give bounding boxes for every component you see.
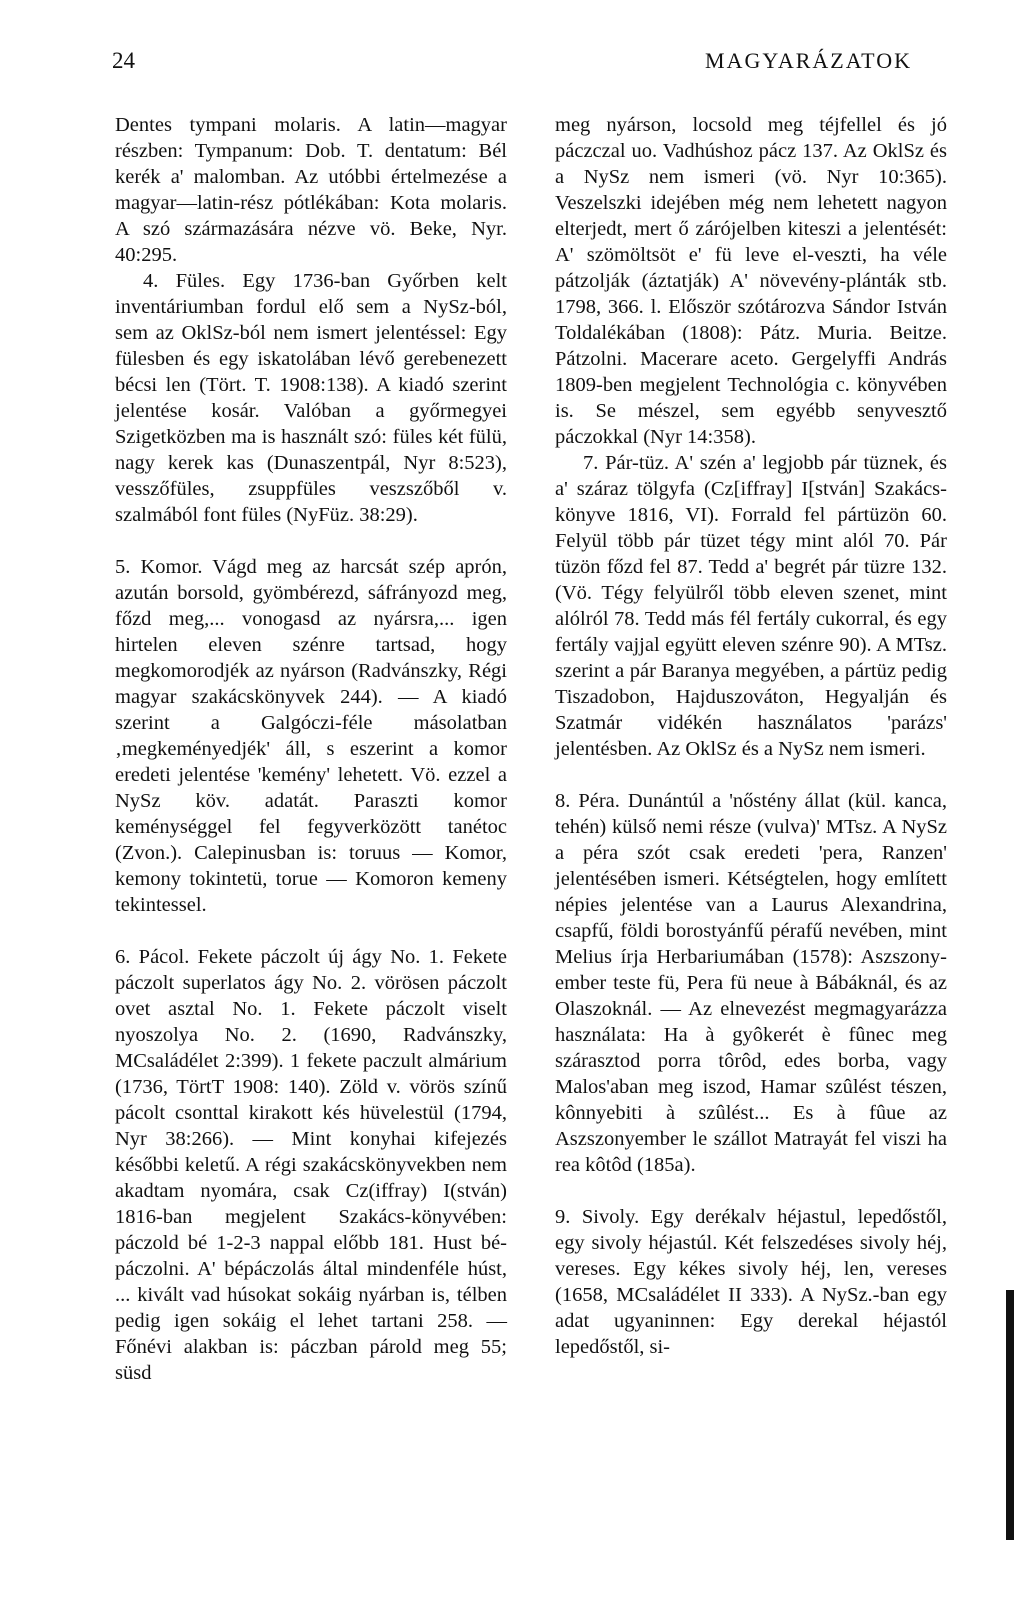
scan-edge-shadow (1006, 1290, 1014, 1540)
entry-pera: 8. Péra. Dunántúl a 'nőstény állat (kül. kanca, tehén) külső nemi része (vulva)' MTsz. A NySz a péra szót csak eredeti 'pera, Ranzen' jelentésében ismeri. Kétségtelen, hogy említett népies jelentése van a Laurus Alexandrina, csapfű, földi borostyánfű pérafű nevében, mint Melius írja Herbariumában (1578): Aszszony-ember teste fü, Pera fü neue à Bábáknál, és az Olaszoknál. — Az elnevezést megmagyarázza használata: Ha à gyôkerét è fûnec meg szárasztod porra tôrôd, edes borba, vagy Malos'aban meg iszod, Hamar szûlést tészen, kônnyebiti à szûlést... Es à fûue az Aszszonyember le szállot Matrayát fel viszi ha rea kôtôd (185a). (555, 790, 947, 1176)
right-column (555, 112, 947, 1360)
entry-pacol: 6. Pácol. Fekete páczolt új ágy No. 1. Fekete páczolt superlatos ágy No. 2. vörösen páczolt ovet asztal No. 1. Fekete páczolt viselt nyoszolya No. 2. (1690, Radvánszky, MCsaládélet 2:399). 1 fekete paczult almárium (1736, TörtT 1908: 140). Zöld v. vörös színű pácolt csonttal kirakott kés hüvelestül (1794, Nyr 38:266). — Mint konyhai kifejezés későbbi keletű. A régi szakácskönyvekben nem akadtam nyomára, csak Cz(iffray) I(stván) 1816-ban megjelent Szakács-könyvében: páczold bé 1-2-3 nappal előbb 181. Hust bé-páczolni. A' bépáczolás által mindenféle húst, ... kivált vad húsokat sokáig nyárban is, télben pedig igen sokáig el lehet tartani 258. — Főnévi alakban is: páczban párold meg 55; süsd (115, 946, 507, 1384)
entry-komor: 5. Komor. Vágd meg az harcsát szép aprón, azután borsold, gyömbérezd, sáfrányozd meg, főzd meg,... vonogasd az nyársra,... igen hirtelen eleven szénre tartsad, hogy megkomorodjék az nyárson (Radvánszky, Régi magyar szakácskönyvek 244). — A kiadó szerint a Galgóczi-féle másolatban ‚megkeményedjék' áll, s eszerint a komor eredeti jelentése 'kemény' lehetett. Vö. ezzel a NySz köv. adatát. Paraszti komor keménységgel fel fegyverközött tanétoc (Zvon.). Calepinusban is: toruus — Komor, kemony tokintetü, torue — Komoron kemeny tekintessel. (115, 556, 507, 916)
running-head: MAGYARÁZATOK (705, 48, 912, 73)
paragraph-dentes: Dentes tympani molaris. A latin—magyar részben: Tympanum: Dob. T. dentatum: Bél kerék a' malomban. Az utóbbi értelmezése a magyar—latin-rész pótlékában: Kota molaris. A szó származására nézve vö. Beke, Nyr. 40:295. (115, 114, 507, 266)
page-header (0, 48, 1024, 88)
paragraph-pacol-continued: meg nyárson, locsold meg téjfellel és jó páczczal uo. Vadhúshoz pácz 137. Az OklSz és a NySz nem ismeri (vö. Nyr 10:365). Veszelszki idejében még nem lehetett nagyon elterjedt, mert ő zárójelben kiteszi a jelentését: A' szömöltsöt e' fü leve el-veszti, ha véle pátzolják (áztatják) A' növevény-plánták stb. 1798, 366. l. Először szótározva Sándor István Toldalékában (1808): Pátz. Muria. Beitze. Pátzolni. Macerare aceto. Gergelyffi András 1809-ben megjelent Technológia c. könyvében is. Se mészel, sem egyébb senyvesztő páczokkal (Nyr 14:358). (555, 114, 947, 448)
entry-par-tuz: 7. Pár-tüz. A' szén a' legjobb pár tüznek, és a' száraz tölgyfa (Cz[iffray] I[stván] Szakács-könyve 1816, VI). Forrald fel pártüzön 60. Felyül több pár tüzet tégy mint alól 70. Pár tüzön főzd fel 87. Tedd a' begrét pár tüzre 132. (Vö. Tégy felyülről több eleven szenet, mint alólról 78. Tedd más fél fertály cukorral, és egy fertály vajjal együtt eleven szénre 90). A MTsz. szerint a pár Baranya megyében, a pártüz pedig Tiszadobon, Hajduszováton, Hegyalján és Szatmár vidékén használatos 'parázs' jelentésben. Az OklSz és a NySz nem ismeri. (555, 452, 947, 760)
entry-sivoly: 9. Sivoly. Egy derékalv héjastul, lepedőstől, egy sivoly héjastúl. Két felszedéses sivoly héj, vereses. Egy kékes sivoly héj, len, vereses (1658, MCsaládélet II 333). A NySz.-ban egy adat ugyaninnen: Egy derekal héjastól lepedőstől, si- (555, 1206, 947, 1358)
left-column (115, 112, 507, 1386)
page-number: 24 (112, 48, 135, 73)
entry-fules: 4. Füles. Egy 1736-ban Győrben kelt inventáriumban fordul elő sem a NySz-ból, sem az OklSz-ból nem ismert jelentéssel: Egy fülesben és egy iskatolában lévő gerebenezett bécsi len (Tört. T. 1908:138). A kiadó szerint jelentése kosár. Valóban a győrmegyei Szigetközben ma is használt szó: füles két fülü, nagy kerek kas (Dunaszentpál, Nyr 8:523), vesszőfüles, zsuppfüles veszszőből v. szalmából font füles (NyFüz. 38:29). (115, 270, 507, 526)
